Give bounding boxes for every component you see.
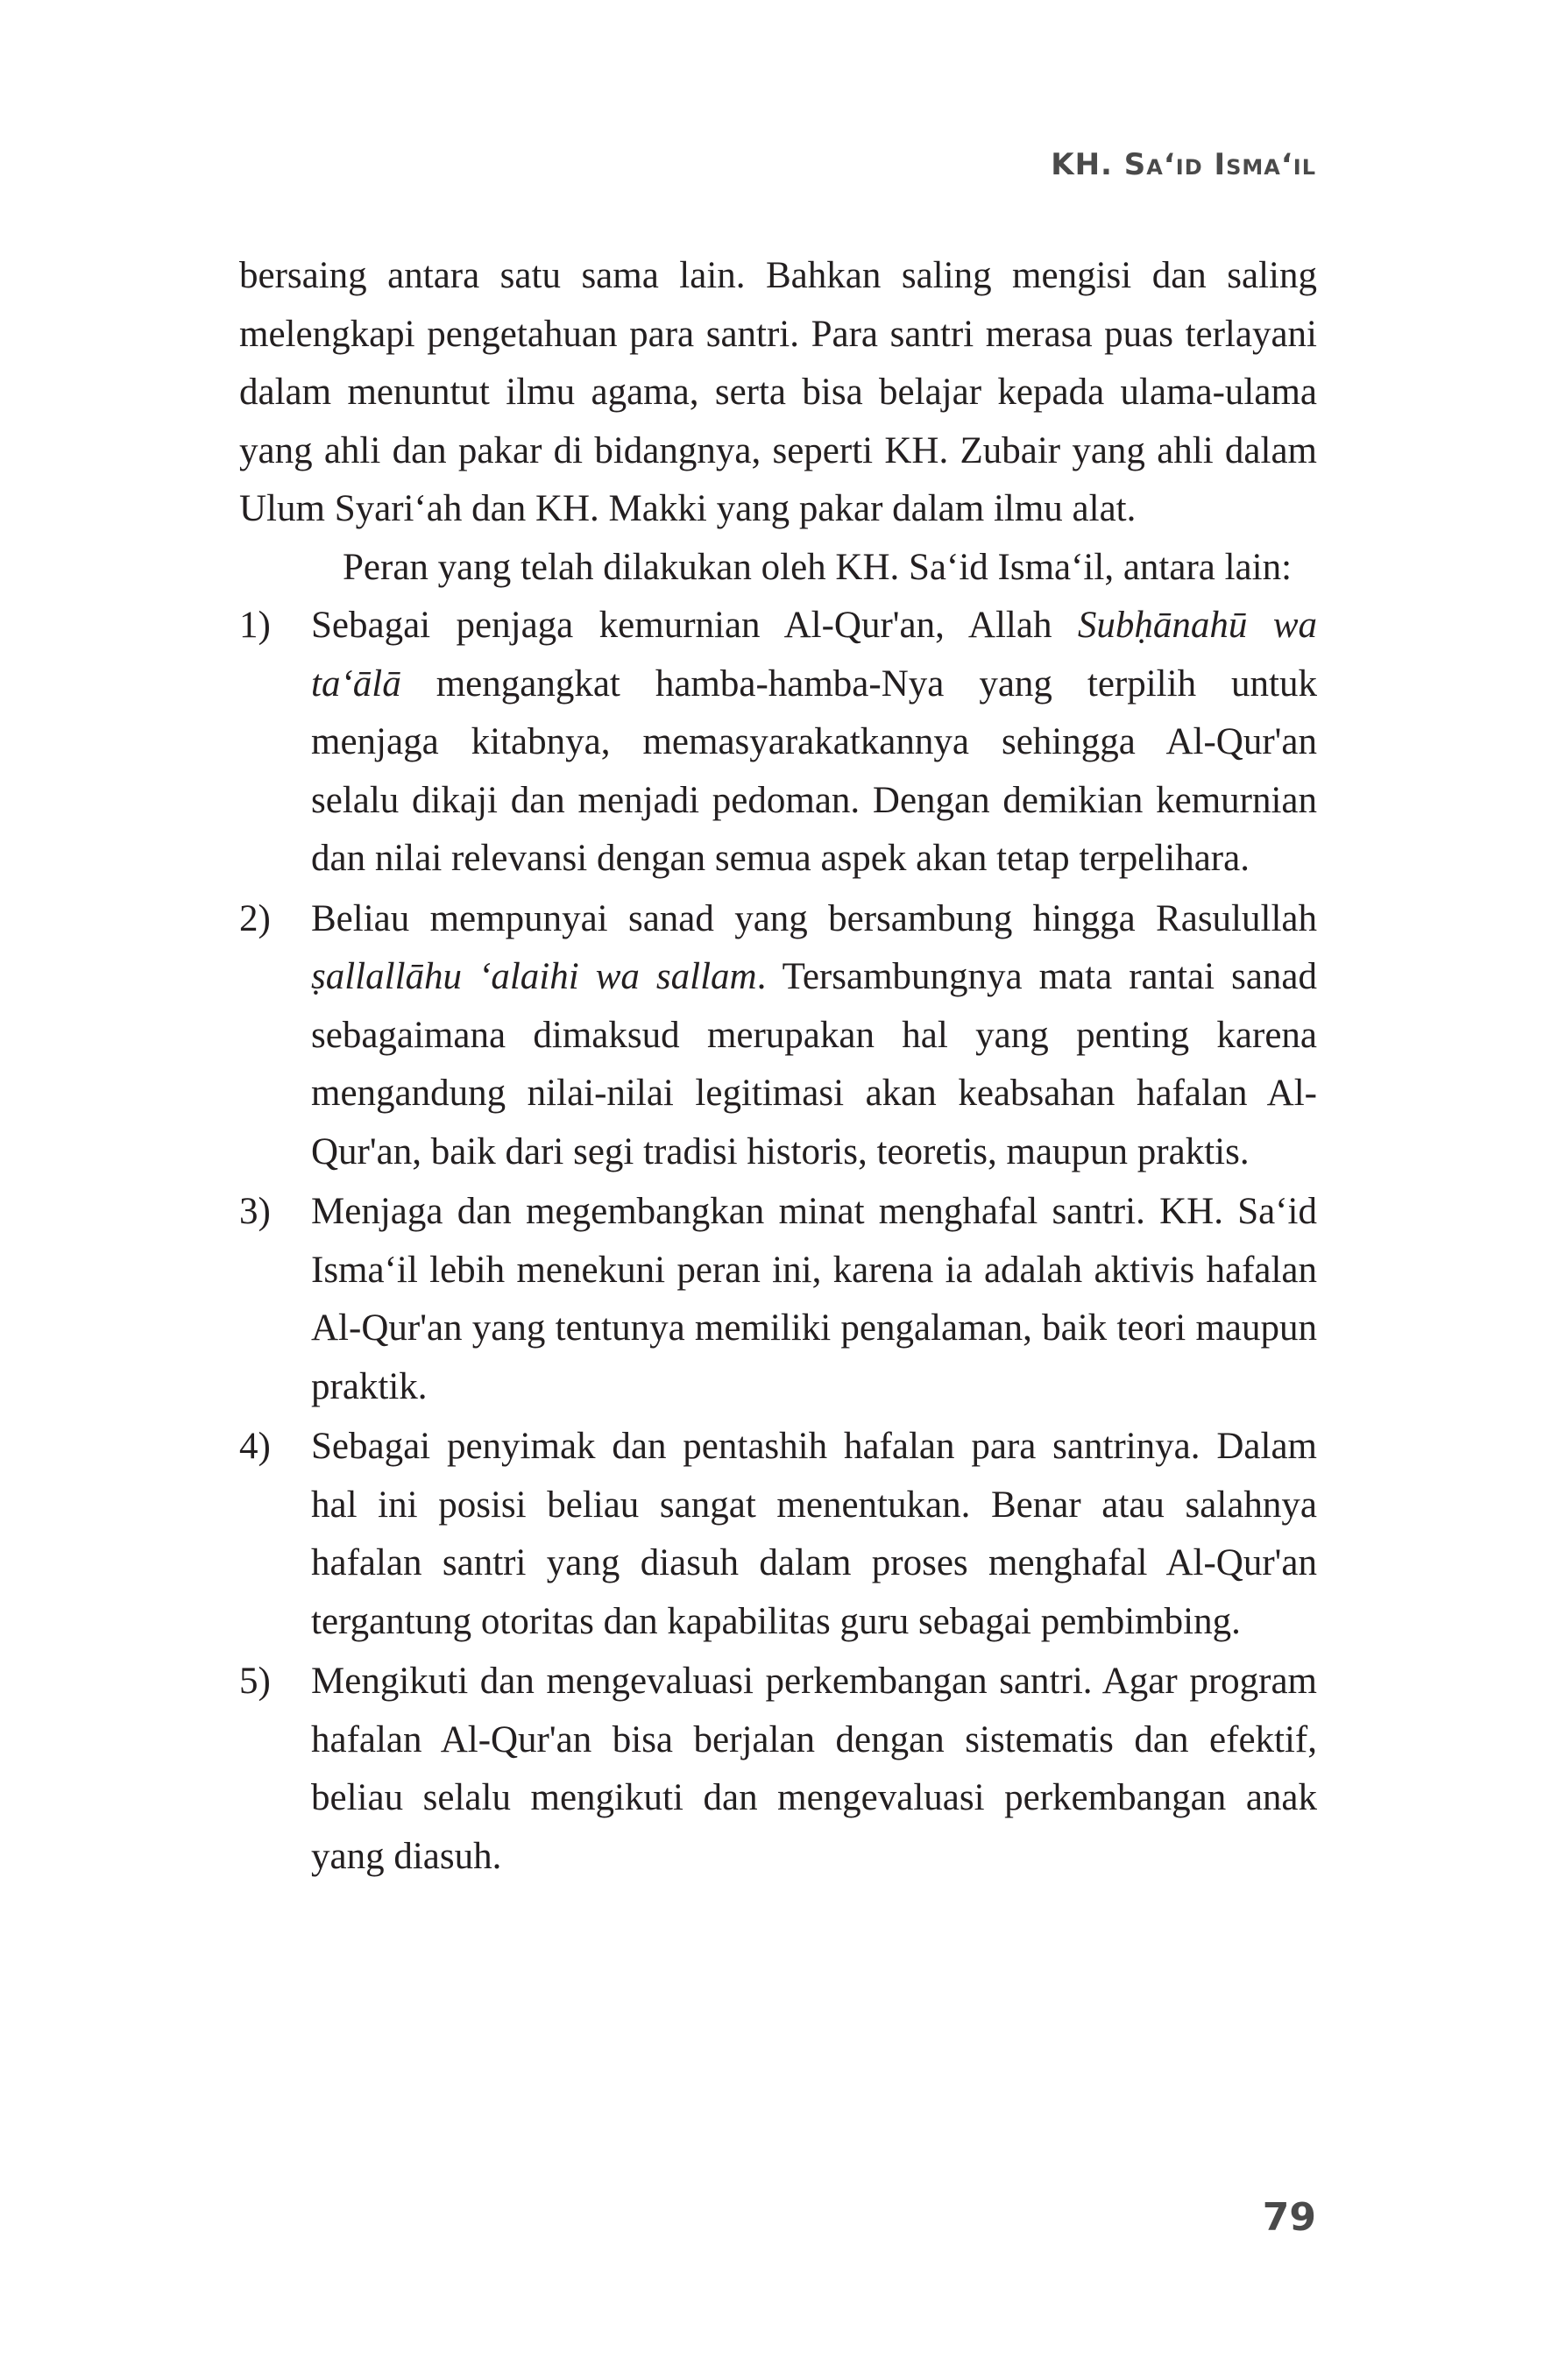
page-body xyxy=(239,247,1317,1888)
running-header: KH. Sa‘id Isma‘il xyxy=(1051,147,1316,182)
page-number: 79 xyxy=(1262,2195,1316,2240)
list-item xyxy=(239,890,1317,1182)
list-item-text: Menjaga dan megembangkan minat menghafal santri. KH. Sa‘id Isma‘il lebih menekuni peran ini, karena ia adalah aktivis hafalan Al-Qur'an yang tentunya memiliki pengalaman, baik teori maupun praktik. xyxy=(311,1191,1317,1407)
list-item xyxy=(239,1418,1317,1651)
list-item xyxy=(239,597,1317,889)
list-item-italic: Subḥānahū wa ta‘ālā xyxy=(311,605,1317,705)
intro-line: Peran yang telah dilakukan oleh KH. Sa‘id Isma‘il, antara lain: xyxy=(343,546,1292,588)
list-item-number: 1) xyxy=(239,605,271,646)
list-item-text: Sebagai penyimak dan pentashih hafalan para santrinya. Dalam hal ini posisi beliau sangat menentukan. Benar atau salahnya hafalan santri yang diasuh dalam proses menghafal Al-Qur'an tergantung otoritas dan kapabilitas guru sebagai pembimbing. xyxy=(311,1426,1317,1642)
list-item-number: 4) xyxy=(239,1426,271,1467)
list-item-text: Beliau mempunyai sanad yang bersambung hingga Rasulullah xyxy=(311,897,1317,939)
list-item-text: Sebagai penjaga kemurnian Al-Qur'an, Allah xyxy=(311,605,1078,646)
list-item-number: 2) xyxy=(239,897,271,939)
opening-paragraph: bersaing antara satu sama lain. Bahkan saling mengisi dan saling melengkapi pengetahuan para santri. Para santri merasa puas terlayani dalam menuntut ilmu agama, serta bisa belajar kepada ulama-ulama yang ahli dan pakar di bidangnya, seperti KH. Zubair yang ahli dalam Ulum Syari‘ah dan KH. Makki yang pakar dalam ilmu alat. xyxy=(239,255,1317,529)
list-item-number: 3) xyxy=(239,1191,271,1232)
list-item xyxy=(239,1183,1317,1416)
list-item xyxy=(239,1653,1317,1886)
list-item-text: Mengikuti dan mengevaluasi perkembangan santri. Agar program hafalan Al-Qur'an bisa berjalan dengan sistematis dan efektif, beliau selalu mengikuti dan mengevaluasi perkembangan anak yang diasuh. xyxy=(311,1661,1317,1877)
roles-list xyxy=(239,597,1317,1886)
list-item-text-cont: mengangkat hamba-hamba-Nya yang terpilih untuk menjaga kitabnya, memasyarakatkannya sehingga Al-Qur'an selalu dikaji dan menjadi pedoman. Dengan demikian kemurnian dan nilai relevansi dengan semua aspek akan tetap terpelihara. xyxy=(311,662,1317,879)
list-item-number: 5) xyxy=(239,1661,271,1702)
list-item-italic: ṣallallāhu ‘alaihi wa sallam xyxy=(311,956,757,997)
list-item-text-cont: . Tersambungnya mata rantai sanad sebagaimana dimaksud merupakan hal yang penting karena mengandung nilai-nilai legitimasi akan keabsahan hafalan Al-Qur'an, baik dari segi tradisi historis, teoretis, maupun praktis. xyxy=(311,956,1317,1172)
